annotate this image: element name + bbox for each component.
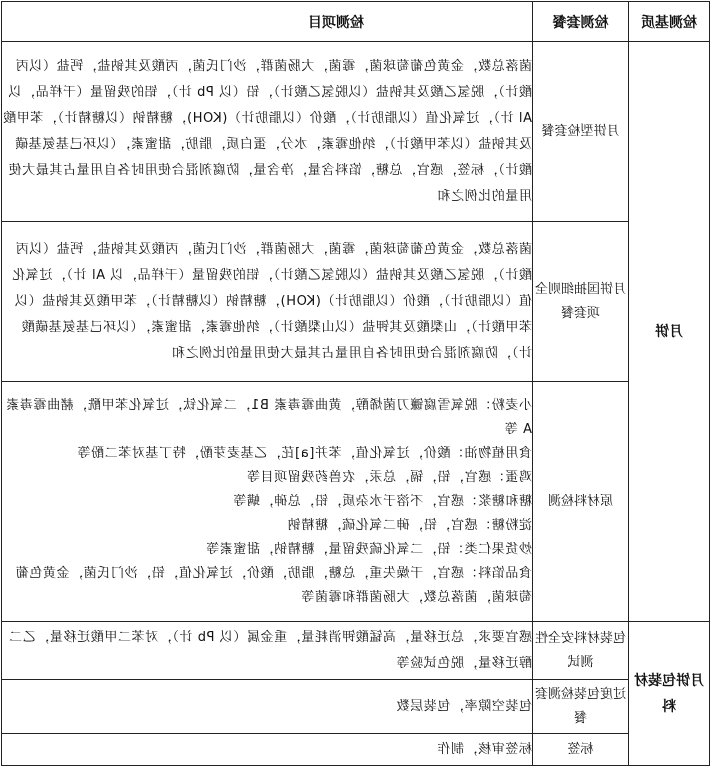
- header-project: 检测项目: [2, 2, 533, 42]
- package-packaging-safety: 包装材料安全性测试: [533, 622, 629, 680]
- header-package: 检测套餐: [533, 2, 629, 42]
- base-packaging: 月饼包装材料: [629, 622, 710, 766]
- raw-material-line: 炒货果仁类：铅，二氧化硫残留量，糖精钠，甜蜜素等: [205, 541, 532, 557]
- raw-material-line: 小麦粉：脱氧雪腐镰刀菌烯醇，黄曲霉毒素 B1，二氧化钛，过氧化苯甲酰，赭曲霉毒素 A 等: [5, 397, 532, 437]
- table-row: [2, 42, 710, 222]
- project-packaging-safety: 感官要求，总迁移量，高锰酸钾消耗量，重金属（以 Pb 计），对苯二甲酸迁移量，乙二醇迁移量，脱色试验等: [2, 622, 533, 680]
- mirrored-table-wrapper: [0, 1, 712, 771]
- package-excessive-packaging: 过度包装检测套餐: [533, 680, 629, 734]
- project-national-sampling: 菌落总数，金黄色葡萄球菌，霉菌，大肠菌群，沙门氏菌，丙酸及其钠盐，钙盐（以丙酸计），脱氢乙酸及其钠盐（以脱氢乙酸计），铝的残留量（干样品，以 Al 计），过氧化值（以脂肪计），酸价（以脂肪计）(KOH)，糖精钠（以糖精计），苯甲酸及其钠盐（以苯甲酸计），山梨酸及其钾盐（以山梨酸计），纳他霉素，甜蜜素，（以环己基氨基磺酸计），防腐剂混合使用时各自用量占其最大使用量的比例之和: [2, 222, 533, 382]
- package-mooncake-inspection: 月饼型检套餐: [533, 42, 629, 222]
- table-row: [2, 622, 710, 680]
- raw-material-line: 淀粉糖：感官，铅，砷二氧化硫，糖精钠: [287, 517, 532, 533]
- package-label: 标签: [533, 734, 629, 766]
- package-raw-materials: 原材料检测: [533, 382, 629, 622]
- base-mooncake: 月饼: [629, 42, 710, 622]
- raw-material-line: 糖和糖浆：感官，不溶于水杂质，铅，总砷，螨等: [232, 493, 532, 509]
- table-row: [2, 680, 710, 734]
- header-base: 检测基质: [629, 2, 710, 42]
- table-row: [2, 382, 710, 622]
- raw-material-line: 食品馅料：感官，干燥失重，总糖，脂肪，酸价，过氧化值，铅，沙门氏菌，金黄色葡萄球菌，菌落总数，大肠菌群和霉菌等: [15, 565, 532, 605]
- testing-spec-table: [1, 1, 710, 766]
- table-row: [2, 734, 710, 766]
- package-national-sampling: 月饼国抽细则全项套餐: [533, 222, 629, 382]
- table-header-row: [2, 2, 710, 42]
- raw-material-line: 鸡蛋：感官，铅，镉，总汞，农兽药残留项目等: [246, 469, 532, 485]
- table-row: [2, 222, 710, 382]
- project-excessive-packaging: 包装空隙率，包装层数: [2, 680, 533, 734]
- project-mooncake-inspection: 菌落总数，金黄色葡萄球菌，霉菌，大肠菌群，沙门氏菌，丙酸及其钠盐，钙盐（以丙酸计），脱氢乙酸及其钠盐（以脱氢乙酸计），铅（以 Pb 计），铝的残留量（干样品，以 Al 计），过氧化值（以脂肪计），酸价（以脂肪计）(KOH)，糖精钠（以糖精计），苯甲酸及其钠盐（以苯甲酸计），纳他霉素，水分，蛋白质，脂肪，甜蜜素，（以环己基氨基磺酸计），标签，感官，总糖，馅料含量，净含量，防腐剂混合使用时各自用量占其最大使用量的比例之和: [2, 42, 533, 222]
- raw-material-line: 食用植物油：酸价，过氧化值，苯并[a]芘，乙基麦芽酚，特丁基对苯二酚等: [76, 445, 532, 461]
- project-label: 标签审核，制作: [2, 734, 533, 766]
- project-raw-materials: [2, 382, 533, 622]
